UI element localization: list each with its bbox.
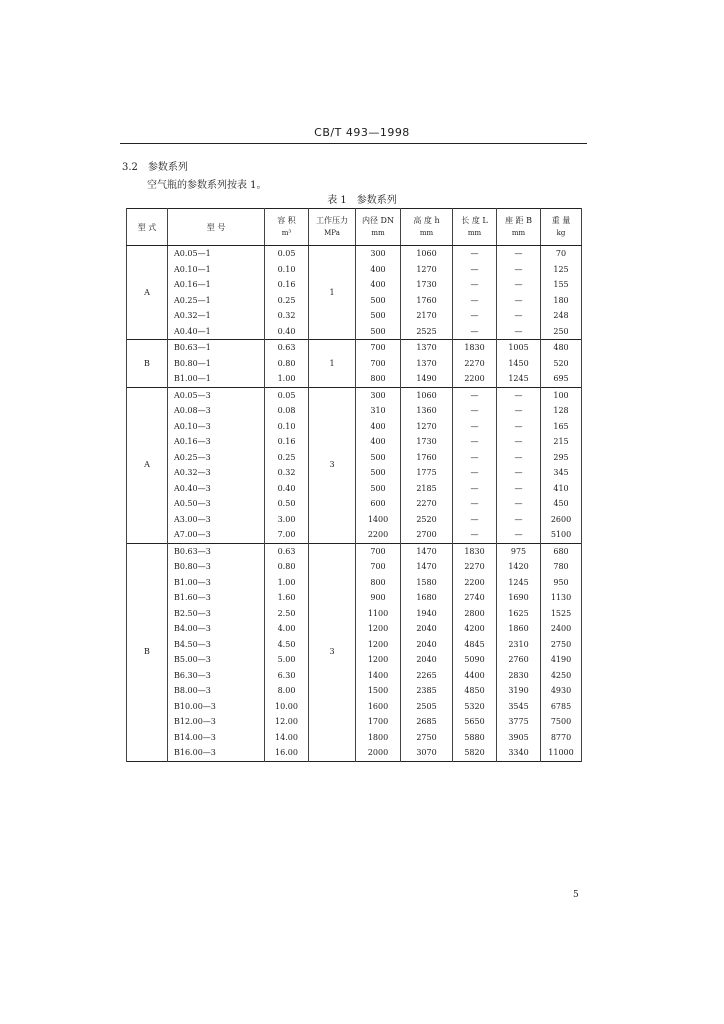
weight-cell: 780 [541,559,582,575]
weight-cell: 248 [541,308,582,324]
model-cell: B12.00—3 [168,714,265,730]
section-heading [122,158,188,173]
volume-cell: 0.16 [265,434,309,450]
volume-cell: 0.80 [265,356,309,372]
model-cell: A0.32—1 [168,308,265,324]
column-header-label: 重 量 [551,216,571,225]
table-row [127,543,582,559]
diameter-cell: 500 [356,308,401,324]
model-cell: A0.16—1 [168,277,265,293]
weight-cell: 520 [541,356,582,372]
diameter-cell: 400 [356,419,401,435]
spacing-cell: 1245 [497,371,541,387]
volume-cell: 8.00 [265,683,309,699]
spacing-cell: 2830 [497,668,541,684]
spacing-cell: 1860 [497,621,541,637]
weight-cell: 250 [541,324,582,340]
length-cell: — [453,324,497,340]
pressure-cell: 3 [309,543,356,761]
volume-cell: 0.16 [265,277,309,293]
height-cell: 1580 [401,575,453,591]
height-cell: 2525 [401,324,453,340]
column-header-label: 工作压力 [316,216,348,225]
volume-cell: 16.00 [265,745,309,761]
volume-cell: 12.00 [265,714,309,730]
height-cell: 1775 [401,465,453,481]
volume-cell: 0.50 [265,496,309,512]
column-header-unit: mm [419,229,434,237]
weight-cell: 410 [541,481,582,497]
spacing-cell: — [497,481,541,497]
length-cell: 4200 [453,621,497,637]
diameter-cell: 500 [356,324,401,340]
weight-cell: 100 [541,387,582,403]
model-cell: B4.50—3 [168,637,265,653]
spacing-cell: 3545 [497,699,541,715]
diameter-cell: 800 [356,371,401,387]
volume-cell: 10.00 [265,699,309,715]
column-header [401,209,453,246]
length-cell: 4850 [453,683,497,699]
spacing-cell: 1005 [497,340,541,356]
length-cell: — [453,308,497,324]
length-cell: — [453,434,497,450]
weight-cell: 950 [541,575,582,591]
height-cell: 1270 [401,419,453,435]
weight-cell: 4190 [541,652,582,668]
length-cell: 1830 [453,543,497,559]
height-cell: 1470 [401,559,453,575]
spacing-cell: — [497,293,541,309]
weight-cell: 4250 [541,668,582,684]
column-header [168,209,265,246]
table-caption [0,191,724,206]
diameter-cell: 500 [356,481,401,497]
height-cell: 2505 [401,699,453,715]
column-header-unit: mm [371,229,385,237]
spacing-cell: 1450 [497,356,541,372]
length-cell: 2740 [453,590,497,606]
diameter-cell: 1500 [356,683,401,699]
length-cell: 1830 [453,340,497,356]
weight-cell: 5100 [541,527,582,543]
weight-cell: 1130 [541,590,582,606]
weight-cell: 215 [541,434,582,450]
diameter-cell: 600 [356,496,401,512]
column-header-label: 内径 DN [362,216,394,225]
weight-cell: 345 [541,465,582,481]
length-cell: — [453,387,497,403]
column-header-unit: mm [511,229,526,237]
diameter-cell: 700 [356,340,401,356]
spacing-cell: 1625 [497,606,541,622]
column-header [265,209,309,246]
volume-cell: 0.32 [265,308,309,324]
diameter-cell: 900 [356,590,401,606]
type-cell: B [127,543,168,761]
table-row [127,246,582,262]
model-cell: A0.50—3 [168,496,265,512]
column-header [497,209,541,246]
type-cell: A [127,387,168,543]
diameter-cell: 1400 [356,668,401,684]
model-cell: A0.05—3 [168,387,265,403]
diameter-cell: 400 [356,262,401,278]
length-cell: — [453,246,497,262]
model-cell: B1.00—1 [168,371,265,387]
diameter-cell: 700 [356,559,401,575]
diameter-cell: 400 [356,434,401,450]
weight-cell: 695 [541,371,582,387]
model-cell: A7.00—3 [168,527,265,543]
model-cell: B0.63—3 [168,543,265,559]
model-cell: B1.60—3 [168,590,265,606]
length-cell: 2270 [453,559,497,575]
spacing-cell: 3190 [497,683,541,699]
height-cell: 2385 [401,683,453,699]
weight-cell: 128 [541,403,582,419]
height-cell: 2750 [401,730,453,746]
spacing-cell: 3340 [497,745,541,761]
weight-cell: 450 [541,496,582,512]
column-header-unit: m³ [281,229,292,237]
weight-cell: 295 [541,450,582,466]
spacing-cell: — [497,324,541,340]
model-cell: B16.00—3 [168,745,265,761]
model-cell: B4.00—3 [168,621,265,637]
length-cell: 5320 [453,699,497,715]
diameter-cell: 1200 [356,652,401,668]
weight-cell: 1525 [541,606,582,622]
diameter-cell: 700 [356,356,401,372]
spacing-cell: — [497,450,541,466]
length-cell: — [453,450,497,466]
diameter-cell: 1200 [356,621,401,637]
column-header [356,209,401,246]
height-cell: 1730 [401,277,453,293]
model-cell: B14.00—3 [168,730,265,746]
column-header [541,209,582,246]
height-cell: 1680 [401,590,453,606]
model-cell: A0.16—3 [168,434,265,450]
table-caption-title: 参数系列 [356,195,397,206]
diameter-cell: 1400 [356,512,401,528]
model-cell: A0.32—3 [168,465,265,481]
diameter-cell: 310 [356,403,401,419]
volume-cell: 0.32 [265,465,309,481]
column-header-label: 容 积 [277,216,296,225]
spacing-cell: 1245 [497,575,541,591]
weight-cell: 680 [541,543,582,559]
volume-cell: 6.30 [265,668,309,684]
volume-cell: 2.50 [265,606,309,622]
diameter-cell: 500 [356,293,401,309]
height-cell: 2185 [401,481,453,497]
length-cell: — [453,496,497,512]
length-cell: — [453,512,497,528]
diameter-cell: 2000 [356,745,401,761]
diameter-cell: 1600 [356,699,401,715]
diameter-cell: 1100 [356,606,401,622]
length-cell: — [453,293,497,309]
column-header-label: 型 号 [206,222,226,232]
column-header [127,209,168,246]
spacing-cell: 2310 [497,637,541,653]
column-header [453,209,497,246]
column-header-unit: MPa [324,229,340,237]
model-cell: B6.30—3 [168,668,265,684]
volume-cell: 0.25 [265,450,309,466]
length-cell: — [453,262,497,278]
diameter-cell: 500 [356,450,401,466]
diameter-cell: 300 [356,387,401,403]
length-cell: 2800 [453,606,497,622]
diameter-cell: 700 [356,543,401,559]
volume-cell: 0.63 [265,340,309,356]
spacing-cell: — [497,387,541,403]
weight-cell: 2400 [541,621,582,637]
pressure-cell: 3 [309,387,356,543]
height-cell: 2040 [401,652,453,668]
length-cell: — [453,465,497,481]
volume-cell: 0.08 [265,403,309,419]
height-cell: 2700 [401,527,453,543]
length-cell: 4400 [453,668,497,684]
length-cell: 5880 [453,730,497,746]
length-cell: — [453,277,497,293]
height-cell: 1760 [401,450,453,466]
model-cell: B5.00—3 [168,652,265,668]
volume-cell: 0.40 [265,324,309,340]
diameter-cell: 800 [356,575,401,591]
diameter-cell: 1800 [356,730,401,746]
weight-cell: 180 [541,293,582,309]
volume-cell: 7.00 [265,527,309,543]
volume-cell: 0.05 [265,387,309,403]
column-header-unit: mm [467,229,482,237]
table-body [127,246,582,762]
model-cell: A0.08—3 [168,403,265,419]
volume-cell: 0.05 [265,246,309,262]
section-title: 参数系列 [147,162,188,173]
spacing-cell: 3905 [497,730,541,746]
height-cell: 2270 [401,496,453,512]
volume-cell: 0.10 [265,262,309,278]
model-cell: B8.00—3 [168,683,265,699]
spacing-cell: — [497,246,541,262]
height-cell: 2265 [401,668,453,684]
height-cell: 2520 [401,512,453,528]
spacing-cell: — [497,419,541,435]
length-cell: 5090 [453,652,497,668]
volume-cell: 0.80 [265,559,309,575]
spacing-cell: — [497,496,541,512]
height-cell: 1370 [401,340,453,356]
height-cell: 1940 [401,606,453,622]
height-cell: 1490 [401,371,453,387]
volume-cell: 0.10 [265,419,309,435]
height-cell: 2170 [401,308,453,324]
volume-cell: 0.40 [265,481,309,497]
height-cell: 1360 [401,403,453,419]
length-cell: — [453,527,497,543]
height-cell: 1370 [401,356,453,372]
spacing-cell: 975 [497,543,541,559]
weight-cell: 2750 [541,637,582,653]
spacing-cell: 2760 [497,652,541,668]
spacing-cell: — [497,512,541,528]
weight-cell: 11000 [541,745,582,761]
diameter-cell: 1700 [356,714,401,730]
model-cell: B0.80—1 [168,356,265,372]
length-cell: — [453,481,497,497]
height-cell: 1060 [401,387,453,403]
model-cell: A0.25—1 [168,293,265,309]
page-number: 5 [573,890,579,900]
volume-cell: 1.00 [265,575,309,591]
column-header [309,209,356,246]
section-number: 3.2 [122,162,138,173]
model-cell: A3.00—3 [168,512,265,528]
column-header-label: 高 度 h [413,216,440,225]
model-cell: B2.50—3 [168,606,265,622]
length-cell: 5650 [453,714,497,730]
spacing-cell: — [497,262,541,278]
volume-cell: 4.50 [265,637,309,653]
model-cell: A0.40—3 [168,481,265,497]
weight-cell: 480 [541,340,582,356]
height-cell: 2040 [401,621,453,637]
spacing-cell: — [497,403,541,419]
volume-cell: 1.60 [265,590,309,606]
model-cell: B10.00—3 [168,699,265,715]
height-cell: 3070 [401,745,453,761]
weight-cell: 125 [541,262,582,278]
pressure-cell: 1 [309,246,356,340]
table-caption-label: 表 1 [327,195,347,206]
column-header-label: 座 距 B [505,216,532,225]
diameter-cell: 400 [356,277,401,293]
length-cell: 5820 [453,745,497,761]
volume-cell: 3.00 [265,512,309,528]
diameter-cell: 300 [356,246,401,262]
model-cell: B0.63—1 [168,340,265,356]
weight-cell: 4930 [541,683,582,699]
weight-cell: 6785 [541,699,582,715]
header-rule [120,143,587,144]
spacing-cell: 1420 [497,559,541,575]
weight-cell: 165 [541,419,582,435]
spacing-cell: 3775 [497,714,541,730]
length-cell: — [453,403,497,419]
height-cell: 1760 [401,293,453,309]
spacing-cell: 1690 [497,590,541,606]
model-cell: A0.05—1 [168,246,265,262]
spacing-cell: — [497,308,541,324]
spacing-cell: — [497,527,541,543]
weight-cell: 8770 [541,730,582,746]
table-row [127,340,582,356]
volume-cell: 1.00 [265,371,309,387]
model-cell: B0.80—3 [168,559,265,575]
weight-cell: 70 [541,246,582,262]
weight-cell: 7500 [541,714,582,730]
height-cell: 1470 [401,543,453,559]
spacing-cell: — [497,277,541,293]
height-cell: 1270 [401,262,453,278]
height-cell: 1730 [401,434,453,450]
column-header-label: 型 式 [137,222,157,232]
diameter-cell: 2200 [356,527,401,543]
spacing-cell: — [497,434,541,450]
weight-cell: 155 [541,277,582,293]
model-cell: B1.00—3 [168,575,265,591]
volume-cell: 14.00 [265,730,309,746]
table-row [127,387,582,403]
type-cell: A [127,246,168,340]
column-header-label: 长 度 L [461,216,488,225]
model-cell: A0.25—3 [168,450,265,466]
length-cell: 2270 [453,356,497,372]
model-cell: A0.10—3 [168,419,265,435]
height-cell: 2040 [401,637,453,653]
volume-cell: 4.00 [265,621,309,637]
length-cell: 2200 [453,371,497,387]
weight-cell: 2600 [541,512,582,528]
document-header: CB/T 493—1998 [314,126,410,139]
column-header-unit: kg [556,229,566,237]
height-cell: 1060 [401,246,453,262]
diameter-cell: 500 [356,465,401,481]
height-cell: 2685 [401,714,453,730]
length-cell: 2200 [453,575,497,591]
pressure-cell: 1 [309,340,356,388]
type-cell: B [127,340,168,388]
model-cell: A0.40—1 [168,324,265,340]
intro-text: 空气瓶的参数系列按表 1。 [147,180,267,191]
length-cell: — [453,419,497,435]
diameter-cell: 1200 [356,637,401,653]
parameter-table [126,208,582,762]
volume-cell: 5.00 [265,652,309,668]
volume-cell: 0.63 [265,543,309,559]
volume-cell: 0.25 [265,293,309,309]
model-cell: A0.10—1 [168,262,265,278]
length-cell: 4845 [453,637,497,653]
spacing-cell: — [497,465,541,481]
table-header-row [127,209,582,246]
